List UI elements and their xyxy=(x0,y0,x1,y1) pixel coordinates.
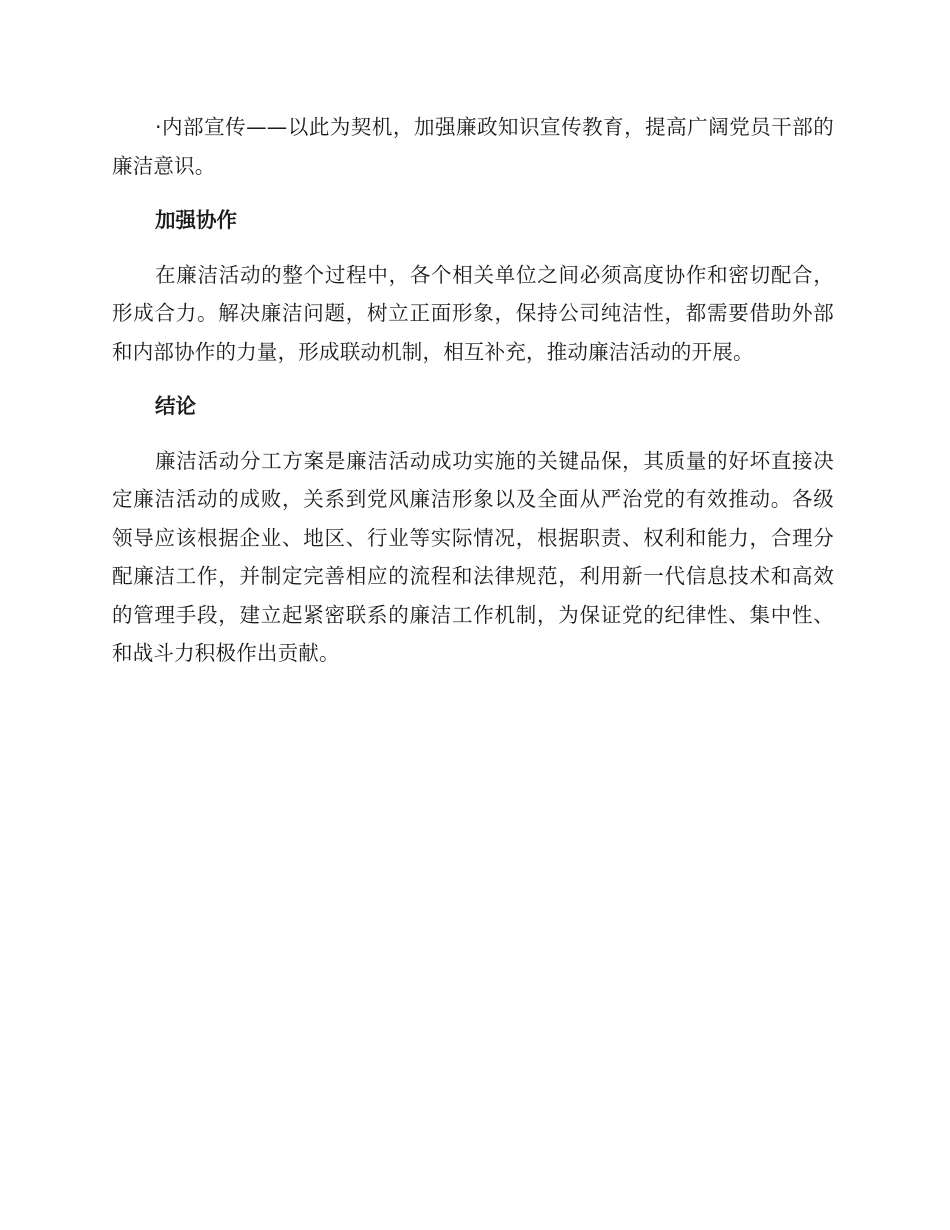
spacer xyxy=(112,240,834,256)
section-heading-cooperation: 加强协作 xyxy=(155,208,237,232)
section-heading-conclusion: 结论 xyxy=(155,394,196,418)
document-page xyxy=(112,108,834,673)
paragraph-conclusion: 廉洁活动分工方案是廉洁活动成功实施的关键品保，其质量的好坏直接决定廉洁活动的成败，关系到党风廉洁形象以及全面从严治党的有效推动。各级领导应该根据企业、地区、行业等实际情况，根据职责、权利和能力，合理分配廉洁工作，并制定完善相应的流程和法律规范，利用新一代信息技术和高效的管理手段，建立起紧密联系的廉洁工作机制，为保证党的纪律性、集中性、和战斗力积极作出贡献。 xyxy=(112,448,834,665)
bullet-paragraph-internal-publicity: ·内部宣传——以此为契机，加强廉政知识宣传教育，提高广阔党员干部的廉洁意识。 xyxy=(112,115,834,178)
spacer xyxy=(112,371,834,387)
paragraph-cooperation: 在廉洁活动的整个过程中，各个相关单位之间必须高度协作和密切配合，形成合力。解决廉洁问题，树立正面形象，保持公司纯洁性，都需要借助外部和内部协作的力量，形成联动机制，相互补充，推动廉洁活动的开展。 xyxy=(112,262,834,364)
spacer xyxy=(112,185,834,201)
spacer xyxy=(112,426,834,442)
